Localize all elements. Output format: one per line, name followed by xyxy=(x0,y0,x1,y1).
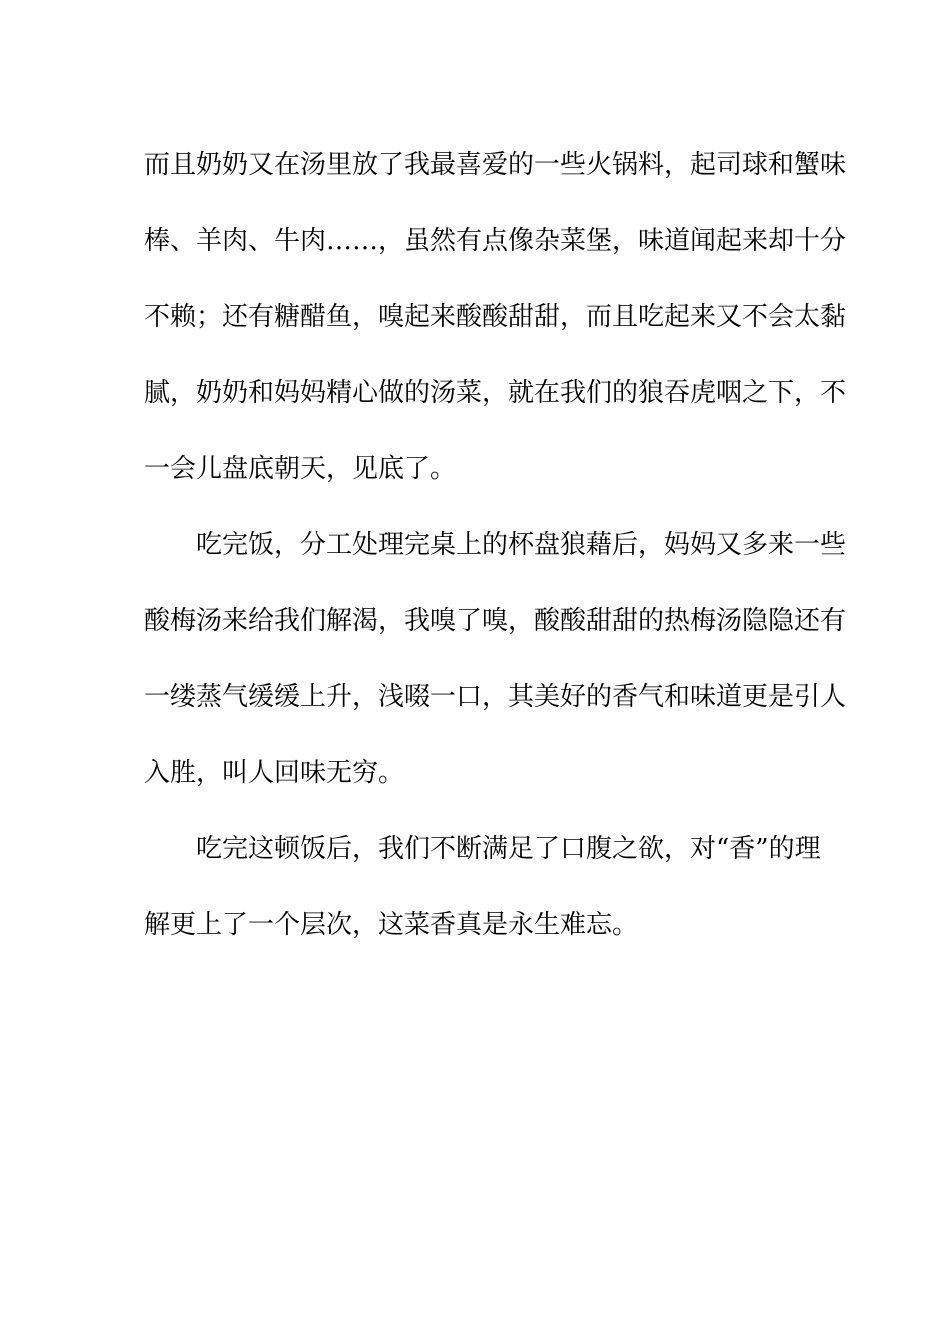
paragraph-line: 一缕蒸气缓缓上升，浅啜一口，其美好的香气和味道更是引人 xyxy=(144,682,847,712)
paragraph-line: 酸梅汤来给我们解渴，我嗅了嗅，酸酸甜甜的热梅汤隐隐还有 xyxy=(144,606,847,636)
paragraph-line: 入胜，叫人回味无穷。 xyxy=(144,758,405,788)
paragraph-line: 解更上了一个层次，这菜香真是永生难忘。 xyxy=(144,910,639,940)
paragraph-3 xyxy=(144,811,821,963)
paragraph-line: 一会儿盘底朝天，见底了。 xyxy=(144,454,457,484)
paragraph-line: 腻，奶奶和妈妈精心做的汤菜，就在我们的狼吞虎咽之下，不 xyxy=(144,378,847,408)
paragraph-line: 吃完这顿饭后，我们不断满足了口腹之欲，对“香”的理 xyxy=(196,834,821,864)
paragraph-line: 不赖；还有糖醋鱼，嗅起来酸酸甜甜，而且吃起来又不会太黏 xyxy=(144,302,847,332)
paragraph-line: 吃完饭，分工处理完桌上的杯盘狼藉后，妈妈又多来一些 xyxy=(196,530,847,560)
paragraph-line: 棒、羊肉、牛肉……，虽然有点像杂菜堡，味道闻起来却十分 xyxy=(144,226,847,256)
body-text xyxy=(144,127,847,963)
paragraph-line: 而且奶奶又在汤里放了我最喜爱的一些火锅料，起司球和蟹味 xyxy=(144,150,847,180)
paragraph-2 xyxy=(144,507,847,811)
paragraph-1 xyxy=(144,127,847,507)
